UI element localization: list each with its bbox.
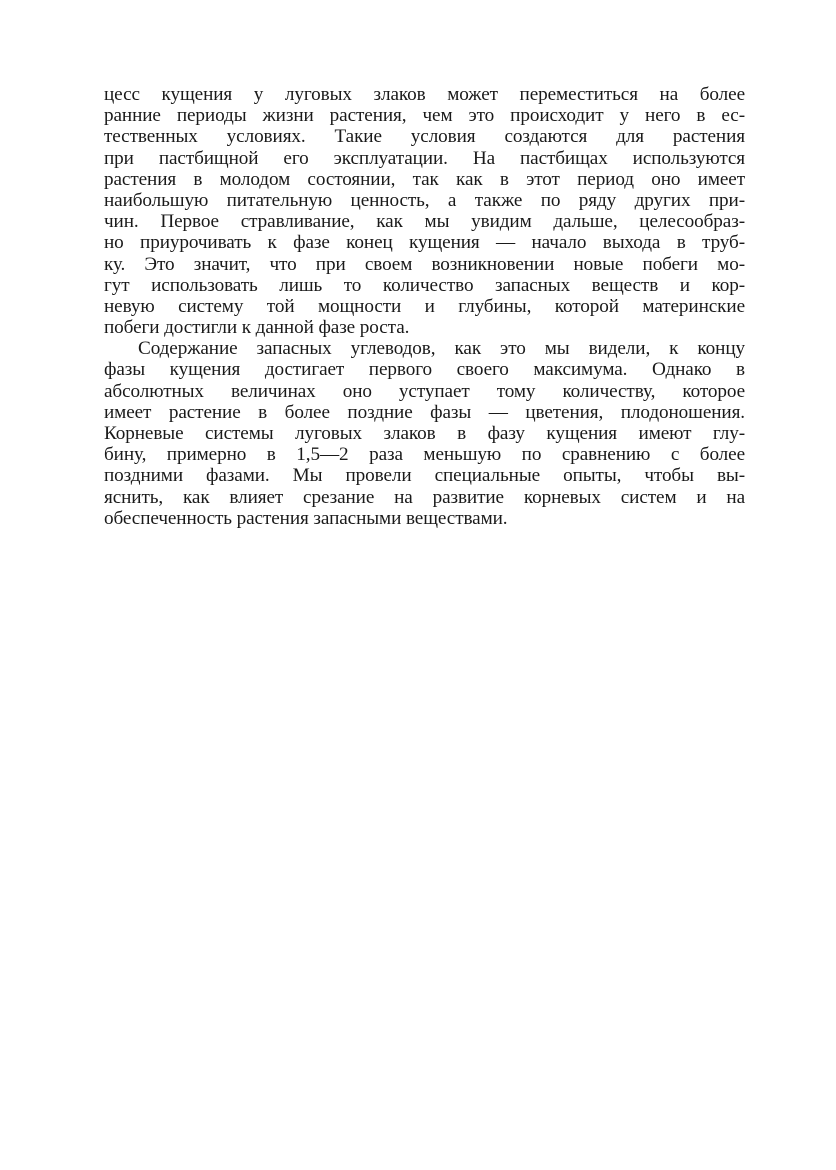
text-line: тественных условиях. Такие условия создаются для растения [104,126,745,148]
text-line: гут использовать лишь то количество запасных веществ и кор- [104,274,745,296]
text-line: ку. Это значит, что при своем возникновении новые побеги мо- [104,253,745,275]
text-line: яснить, как влияет срезание на развитие корневых систем и на [104,486,745,508]
text-line: абсолютных величинах оно уступает тому количеству, которое [104,380,745,402]
text-line: бину, примерно в 1,5—2 раза меньшую по сравнению с более [104,444,745,466]
text-line: невую систему той мощности и глубины, которой материнские [104,295,745,317]
text-line: чин. Первое стравливание, как мы увидим дальше, целесообраз- [104,211,745,233]
body-text [104,84,745,529]
text-line: растения в молодом состоянии, так как в этот период оно имеет [104,168,745,190]
paragraph-1 [104,84,745,338]
text-line: обеспеченность растения запасными веществами. [104,507,508,529]
text-line: ранние периоды жизни растения, чем это происходит у него в ес- [104,105,745,127]
text-line: Содержание запасных углеводов, как это мы видели, к концу [138,338,745,360]
text-line: при пастбищной его эксплуатации. На пастбищах используются [104,147,745,169]
text-line: Корневые системы луговых злаков в фазу кущения имеют глу- [104,423,745,444]
text-line: поздними фазами. Мы провели специальные опыты, чтобы вы- [104,465,745,487]
text-line: фазы кущения достигает первого своего максимума. Однако в [104,359,745,381]
text-line: но приурочивать к фазе конец кущения — начало выхода в труб- [104,232,745,254]
text-line: цесс кущения у луговых злаков может переместиться на более [104,84,745,105]
text-line: побеги достигли к данной фазе роста. [104,317,410,339]
paragraph-2 [104,338,745,529]
text-line: имеет растение в более поздние фазы — цветения, плодоношения. [104,401,745,423]
text-line: наибольшую питательную ценность, а также по ряду других при- [104,189,745,211]
